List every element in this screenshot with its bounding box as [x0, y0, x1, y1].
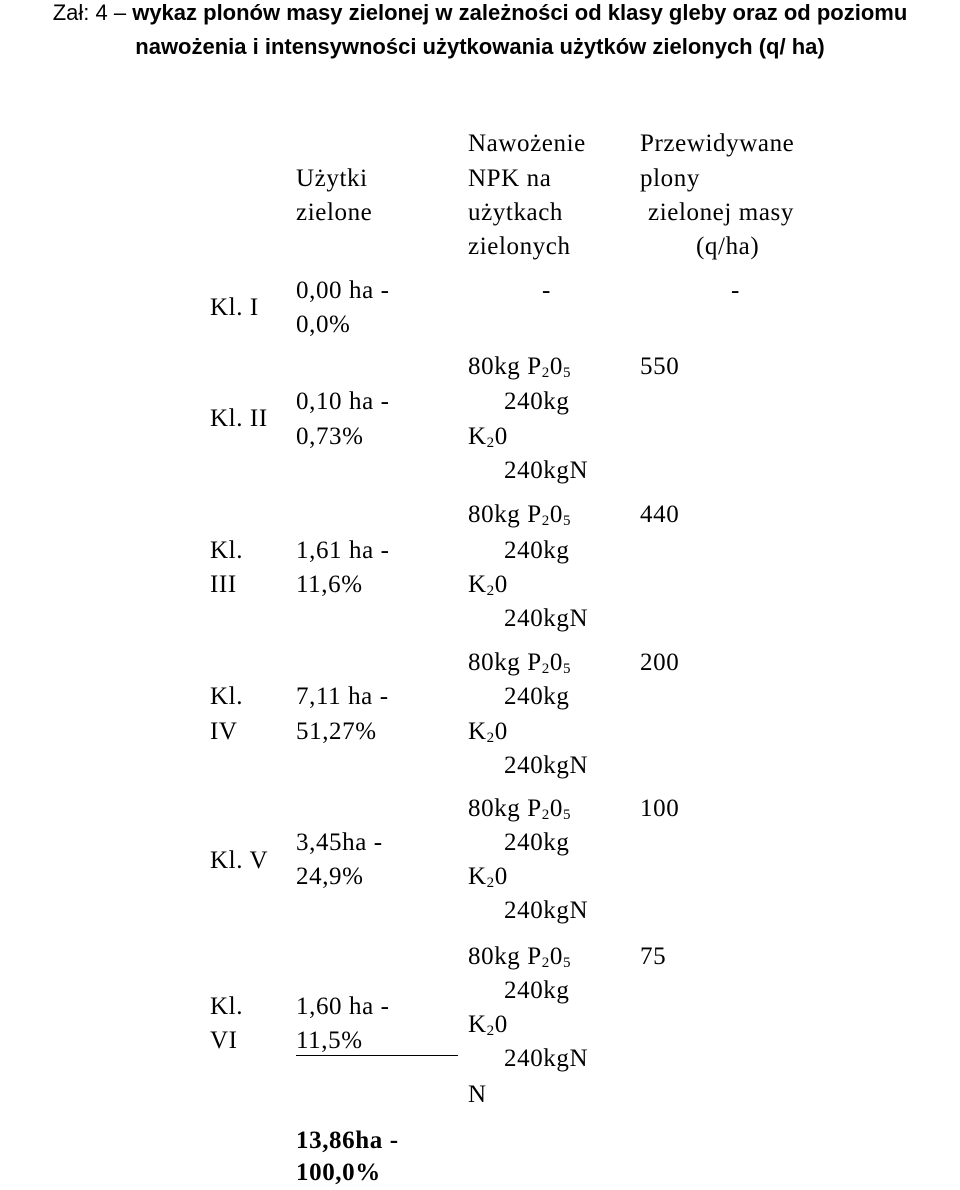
row-pct: 0,73% — [296, 423, 364, 450]
row-class: Kl. I — [210, 294, 259, 321]
row-plon: 550 — [640, 353, 680, 380]
row-area: 1,61 ha - — [296, 537, 390, 564]
row-pct: 11,6% — [296, 571, 363, 598]
row-area: 1,60 ha - — [296, 993, 390, 1020]
row-pct: 51,27% — [296, 718, 377, 745]
row-area: 0,10 ha - — [296, 388, 390, 415]
row-plon: - — [731, 277, 740, 304]
row-pct: 11,5% — [296, 1027, 363, 1054]
row-plon: 440 — [640, 501, 680, 528]
title-line-2: nawożenia i intensywności użytkowania użytków zielonych (q/ ha) — [135, 34, 825, 59]
total-pct: 100,0% — [296, 1159, 381, 1186]
row-plon: 200 — [640, 649, 680, 676]
sum-rule — [296, 1055, 458, 1056]
document-title — [0, 0, 960, 64]
row-class: Kl. II — [210, 405, 268, 432]
row-area: 0,00 ha - — [296, 277, 390, 304]
row-area: 7,11 ha - — [296, 683, 389, 710]
row-area: 3,45ha - — [296, 829, 383, 856]
row-npk: - — [542, 277, 551, 304]
total-area: 13,86ha - — [296, 1127, 399, 1154]
row-pct: 24,9% — [296, 863, 364, 890]
row-pct: 0,0% — [296, 311, 351, 338]
row-plon: 100 — [640, 795, 680, 822]
title-line-1: Zał: 4 – wykaz plonów masy zielonej w zależności od klasy gleby oraz od poziomu — [52, 0, 908, 25]
row-plon: 75 — [640, 943, 667, 970]
row-class: Kl. V — [210, 847, 269, 874]
